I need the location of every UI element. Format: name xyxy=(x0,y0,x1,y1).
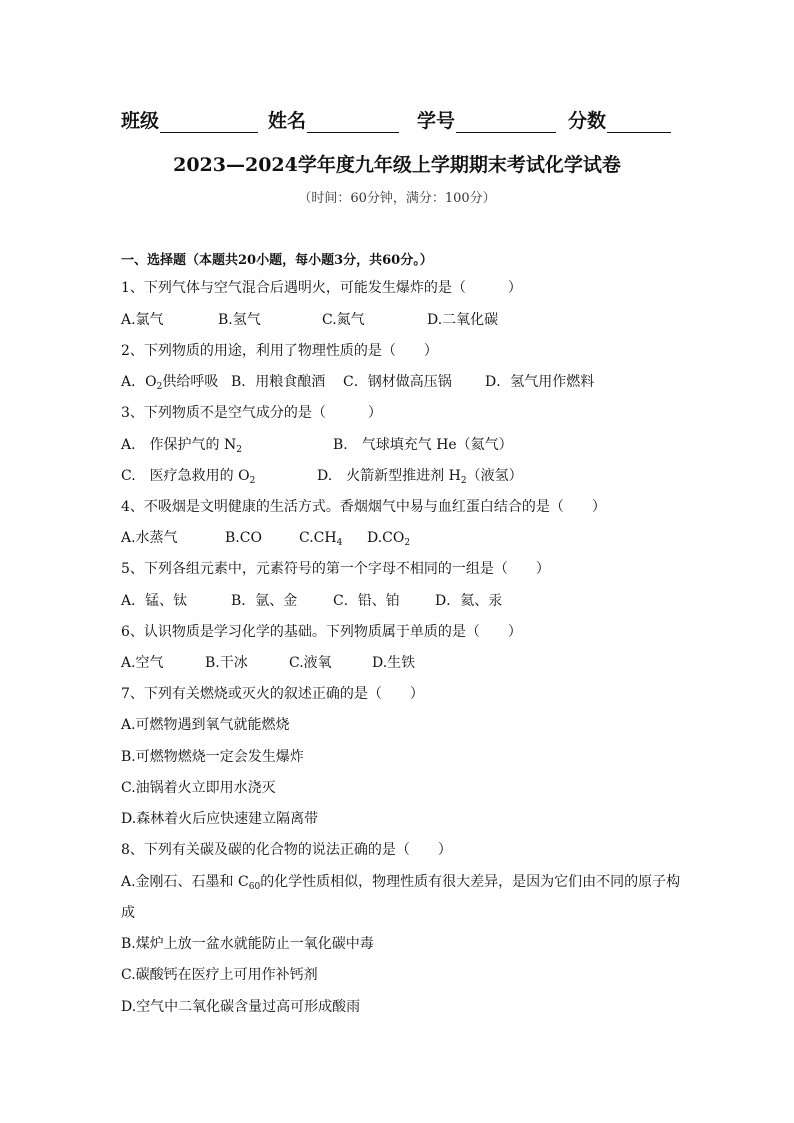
q7-option-b[interactable]: B.可燃物燃烧一定会发生爆炸 xyxy=(121,749,304,765)
q5-option-c[interactable]: C．铅、铂 xyxy=(333,593,400,609)
q5-option-d[interactable]: D．氦、汞 xyxy=(435,593,503,609)
q2-option-b[interactable]: B．用粮食酿酒 xyxy=(231,374,326,390)
q4-d-subscript: 2 xyxy=(404,538,411,548)
q2-option-c[interactable]: C．钢材做高压锅 xyxy=(343,374,452,390)
question-3-stem: 3、下列物质不是空气成分的是（ ） xyxy=(121,405,382,421)
q2-a-subscript: 2 xyxy=(156,382,163,392)
q4-option-a[interactable]: A.水蒸气 xyxy=(121,530,178,546)
q8-option-a[interactable] xyxy=(121,873,680,891)
q8-a-subscript: 60 xyxy=(248,882,261,892)
question-2-options xyxy=(121,373,594,391)
q3-option-a[interactable] xyxy=(121,436,333,454)
section-heading: 一、选择题（本题共20小题，每小题3分，共60分。） xyxy=(121,253,433,268)
q3-d-text-post: （液氢） xyxy=(466,468,523,484)
q1-option-d[interactable]: D.二氧化碳 xyxy=(427,312,499,328)
q2-a-text-post: 供给呼吸 xyxy=(162,374,219,390)
q4-c-subscript: 4 xyxy=(336,538,343,548)
q7-option-c[interactable]: C.油锅着火立即用水浇灭 xyxy=(121,780,276,796)
q3-d-text-pre: D. 火箭新型推进剂 H xyxy=(317,468,461,484)
name-label: 姓名 xyxy=(268,110,307,132)
class-field xyxy=(121,106,258,133)
q4-option-c[interactable] xyxy=(299,529,367,547)
name-field xyxy=(268,106,399,133)
class-blank[interactable] xyxy=(160,131,258,133)
q1-option-c[interactable]: C.氮气 xyxy=(322,312,365,328)
q5-option-b[interactable]: B．氩、金 xyxy=(231,593,298,609)
q1-option-a[interactable]: A.氯气 xyxy=(121,312,164,328)
student-info-header xyxy=(121,106,681,133)
q8-option-b[interactable]: B.煤炉上放一盆水就能防止一氧化碳中毒 xyxy=(121,936,374,952)
q2-a-text-pre: A．O xyxy=(121,374,157,390)
q2-option-d[interactable]: D．氢气用作燃料 xyxy=(485,374,595,390)
question-1-options xyxy=(121,311,498,329)
q3-option-c[interactable] xyxy=(121,467,317,485)
score-blank[interactable] xyxy=(607,131,671,133)
q8-option-a-continued: 成 xyxy=(121,905,135,921)
question-7-stem: 7、下列有关燃烧或灭火的叙述正确的是（ ） xyxy=(121,686,424,702)
q3-d-subscript: 2 xyxy=(460,476,467,486)
q5-option-a[interactable]: A．锰、钛 xyxy=(121,593,188,609)
question-4-stem: 4、不吸烟是文明健康的生活方式。香烟烟气中易与血红蛋白结合的是（ ） xyxy=(121,499,606,515)
question-2-stem: 2、下列物质的用途，利用了物理性质的是（ ） xyxy=(121,343,438,359)
question-3-options-row2 xyxy=(121,467,523,485)
score-label: 分数 xyxy=(568,110,607,132)
exam-subtitle: （时间：60分钟，满分：100分） xyxy=(298,191,496,206)
q4-c-text: C.CH xyxy=(299,530,337,546)
question-1-stem: 1、下列气体与空气混合后遇明火，可能发生爆炸的是（ ） xyxy=(121,280,522,296)
q8-option-c[interactable]: C.碳酸钙在医疗上可用作补钙剂 xyxy=(121,967,318,983)
q3-c-subscript: 2 xyxy=(249,476,256,486)
q3-option-d[interactable] xyxy=(317,467,523,485)
q8-a-text-post: 的化学性质相似，物理性质有很大差异，是因为它们由不同的原子构 xyxy=(260,874,681,890)
q8-option-d[interactable]: D.空气中二氧化碳含量过高可形成酸雨 xyxy=(121,999,361,1015)
q4-d-text: D.CO xyxy=(367,530,405,546)
score-field xyxy=(568,106,671,133)
question-8-stem: 8、下列有关碳及碳的化合物的说法正确的是（ ） xyxy=(121,842,452,858)
q6-option-a[interactable]: A.空气 xyxy=(121,655,164,671)
q3-a-text: A. 作保护气的 N xyxy=(121,437,237,453)
question-5-stem: 5、下列各组元素中，元素符号的第一个字母不相同的一组是（ ） xyxy=(121,561,550,577)
q3-a-subscript: 2 xyxy=(236,445,242,455)
student-id-field xyxy=(417,106,556,133)
q7-option-a[interactable]: A.可燃物遇到氧气就能燃烧 xyxy=(121,717,290,733)
exam-title: 2023—2024学年度九年级上学期期末考试化学试卷 xyxy=(173,154,621,176)
q8-a-text-pre: A.金刚石、石墨和 C xyxy=(121,874,249,890)
question-4-options xyxy=(121,529,410,547)
question-6-options xyxy=(121,654,415,672)
q6-option-d[interactable]: D.生铁 xyxy=(372,655,416,671)
q6-option-b[interactable]: B.干冰 xyxy=(205,655,248,671)
q7-option-d[interactable]: D.森林着火后应快速建立隔离带 xyxy=(121,811,319,827)
q3-c-text: C. 医疗急救用的 O xyxy=(121,468,250,484)
q2-option-a[interactable] xyxy=(121,373,231,391)
student-id-blank[interactable] xyxy=(456,131,556,133)
question-5-options xyxy=(121,592,502,610)
question-3-options-row1 xyxy=(121,436,513,454)
question-6-stem: 6、认识物质是学习化学的基础。下列物质属于单质的是（ ） xyxy=(121,624,522,640)
student-id-label: 学号 xyxy=(417,110,456,132)
q6-option-c[interactable]: C.液氧 xyxy=(289,655,332,671)
class-label: 班级 xyxy=(121,110,160,132)
q4-option-b[interactable]: B.CO xyxy=(225,530,262,546)
q1-option-b[interactable]: B.氢气 xyxy=(218,312,261,328)
q4-option-d[interactable] xyxy=(367,529,410,547)
name-blank[interactable] xyxy=(307,131,399,133)
q3-option-b[interactable]: B. 气球填充气 He（氦气） xyxy=(333,437,513,453)
